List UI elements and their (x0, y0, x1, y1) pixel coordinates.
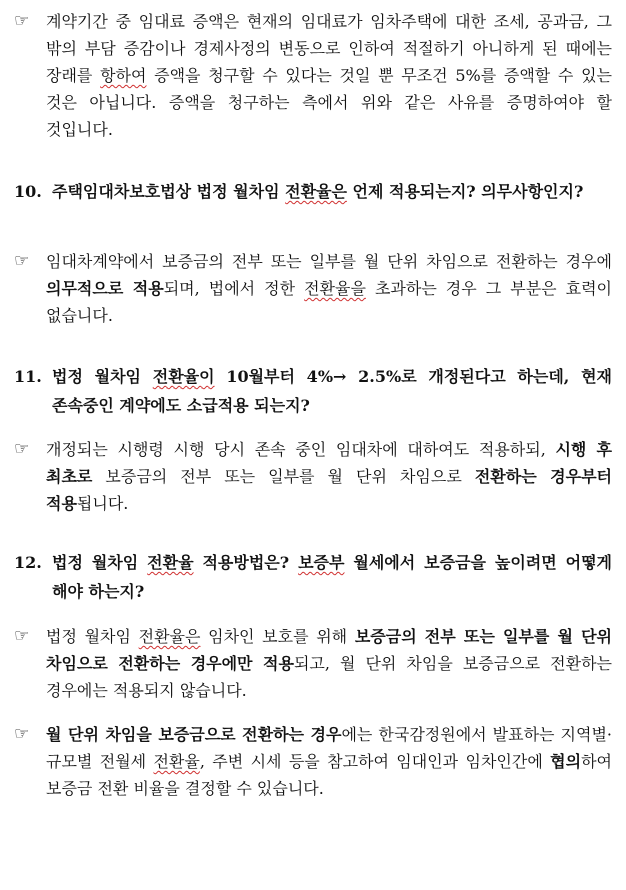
text-run: 증액을 청구할 수 있다는 것일 뿐 무조건 5%를 증액할 수 있는 것은 아닙니다. 증액을 청구하는 측에서 위와 같은 사유를 증명하여야 할 것입니다. (46, 66, 612, 139)
text-run: 언제 적용되는지? 의무사항인지? (346, 182, 584, 201)
question-11 (14, 362, 612, 420)
answer-11-1-text (46, 436, 612, 517)
text-run: 되며, 법에서 정한 (163, 279, 305, 298)
text-run: 됩니다. (76, 494, 129, 513)
emphasis-text: 전환하는 경우부터 적용 (46, 467, 612, 513)
text-run: 계약기간 중 임대료 증액은 현재의 임대료가 임차주택에 대한 조세, 공과금, 그 밖의 부담 증감이나 경제사정의 변동으로 인하여 적절하기 아니하게 된 때에는 장래를 (46, 12, 612, 85)
text-run: 임차인 보호를 위해 (200, 627, 355, 646)
pointing-hand-icon: ☞ (14, 439, 30, 459)
answer-12-1 (14, 623, 612, 704)
answer-12-1-text (46, 623, 612, 704)
question-11-number: 11. (14, 367, 42, 386)
spellcheck-underlined-text: 전환율은 (285, 182, 347, 201)
text-run: 초과하는 경우 그 부분은 효력이 없습니다. (46, 279, 613, 325)
emphasis-text: 협의 (550, 752, 582, 771)
text-run: 법정 월차임 (52, 553, 148, 572)
spellcheck-underlined-text: 전환율은 (138, 627, 201, 646)
text-run: 적용방법은? (193, 553, 299, 572)
spellcheck-underlined-text: 보증부 (298, 553, 345, 572)
spellcheck-underlined-text: 전환율 (153, 752, 200, 771)
text-run: 보증금의 전부 또는 일부를 월 단위 차임으로 (92, 467, 475, 486)
answer-10-1 (14, 248, 612, 329)
question-12 (14, 548, 612, 606)
spellcheck-underlined-text: 전환율 (147, 553, 194, 572)
spellcheck-underlined-text: 전환율을 (304, 279, 366, 298)
answer-12-2-text (46, 721, 612, 802)
text-run: 10월부터 4%→ 2.5%로 개정된다고 하는데, 현재 존속중인 계약에도 소급적용 되는지? (52, 367, 612, 415)
pointing-hand-icon: ☞ (14, 251, 30, 271)
spellcheck-underlined-text: 항하여 (100, 66, 147, 85)
question-12-number: 12. (14, 553, 42, 572)
answer-12-2 (14, 721, 612, 802)
answer-11-1 (14, 436, 612, 517)
question-11-text (52, 362, 612, 420)
text-run: 하여 보증금 전환 비율을 결정할 수 있습니다. (46, 752, 612, 798)
text-run: , 주변 시세 등을 참고하여 임대인과 임차인간에 (199, 752, 551, 771)
question-10 (14, 177, 612, 206)
question-12-text (52, 548, 612, 606)
emphasis-text: 월 단위 차임을 보증금으로 전환하는 경우 (46, 725, 342, 744)
intro-answer (14, 8, 612, 143)
answer-10-1-text (46, 248, 612, 329)
pointing-hand-icon: ☞ (14, 11, 30, 31)
text-run: 개정되는 시행령 시행 당시 존속 중인 임대차에 대하여도 적용하되, (46, 440, 556, 459)
text-run: 법정 월차임 (46, 627, 139, 646)
text-run: 법정 월차임 (52, 367, 153, 386)
text-run: 월세에서 보증금을 높이려면 어떻게 해야 하는지? (52, 553, 613, 601)
spellcheck-underlined-text: 전환율이 (152, 367, 215, 386)
text-run: 임대차계약에서 보증금의 전부 또는 일부를 월 단위 차임으로 전환하는 경우에 (46, 252, 612, 271)
emphasis-text: 보증금의 전부 또는 일부를 월 단위 차임으로 전환하는 경우에만 적용 (46, 627, 613, 673)
text-run: 되고, 월 단위 차임을 보증금으로 전환하는 경우에는 적용되지 않습니다. (46, 654, 612, 700)
emphasis-text: 의무적으로 적용 (46, 279, 164, 298)
question-10-number: 10. (14, 182, 42, 201)
text-run: 주택임대차보호법상 법정 월차임 (52, 182, 286, 201)
text-run: 에는 한국감정원에서 발표하는 지역별·규모별 전월세 (46, 725, 612, 771)
pointing-hand-icon: ☞ (14, 626, 30, 646)
intro-answer-text (46, 8, 612, 143)
question-10-text (52, 177, 612, 206)
emphasis-text: 시행 후 최초로 (46, 440, 612, 486)
pointing-hand-icon: ☞ (14, 724, 30, 744)
